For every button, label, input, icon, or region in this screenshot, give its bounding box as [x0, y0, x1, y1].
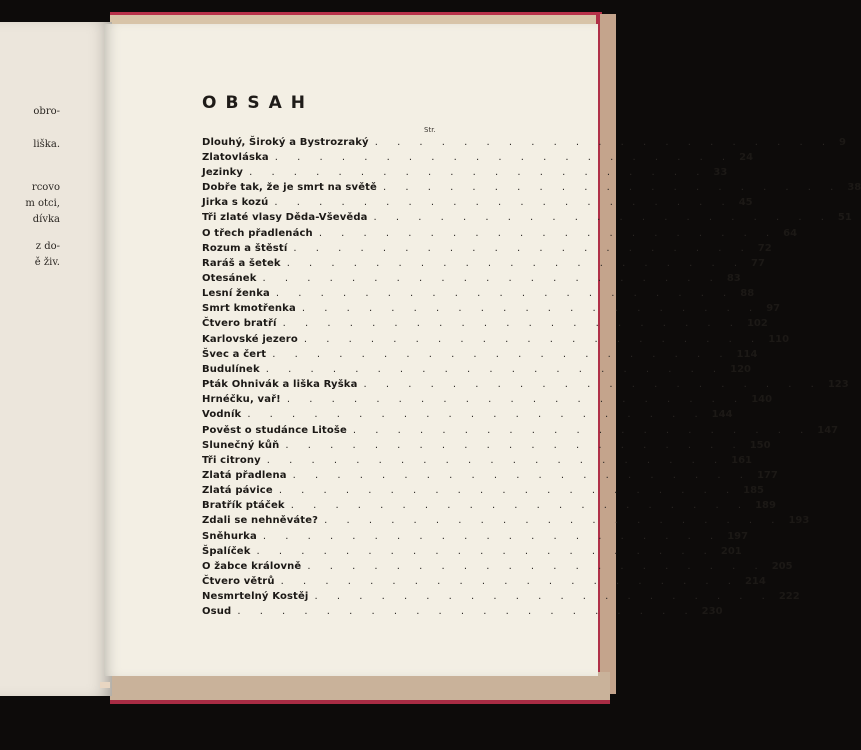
toc-leader-dots: . . . . . . . . . . . . . . . . . . . . .: [247, 409, 706, 421]
toc-entry-page-number: 102: [746, 318, 768, 330]
toc-leader-dots: . . . . . . . . . . . . . . . . . . . . .: [275, 288, 735, 300]
toc-leader-dots: . . . . . . . . . . . . . . . . . . . . .: [303, 333, 763, 345]
toc-entry-page-number: 177: [756, 470, 778, 482]
toc-entry-page-number: 193: [788, 515, 810, 527]
toc-leader-dots: . . . . . . . . . . . . . . . . . . . . .: [265, 363, 725, 375]
toc-entry-title: O třech přadlenách: [202, 227, 313, 239]
left-page: [0, 22, 112, 696]
toc-entry: [202, 362, 751, 377]
toc-entry-page-number: 197: [727, 530, 749, 542]
toc-leader-dots: . . . . . . . . . . . . . . . . . . . . .: [285, 439, 744, 451]
toc-entry-page-number: 140: [751, 394, 773, 406]
toc-entry: [202, 453, 752, 468]
page-title: OBSAH: [202, 93, 315, 113]
toc-entry-title: Nesmrtelný Kostěj: [202, 591, 309, 603]
toc-leader-dots: . . . . . . . . . . . . . . . . . . . . .: [307, 560, 766, 572]
toc-entry-page-number: 110: [768, 333, 790, 345]
toc-leader-dots: . . . . . . . . . . . . . . . . . . . . .: [280, 576, 739, 588]
toc-entry-title: Bratřík ptáček: [202, 500, 285, 512]
toc-entry: [202, 180, 861, 195]
toc-entry-title: Osud: [202, 606, 232, 618]
toc-entry-title: O žabce královně: [202, 560, 302, 572]
book-cover-bottom-edge: [110, 672, 610, 704]
toc-leader-dots: . . . . . . . . . . . . . . . . . . . . .: [256, 545, 715, 557]
toc-entry: [202, 241, 772, 256]
page-edge-mark: [100, 682, 110, 688]
toc-leader-dots: . . . . . . . . . . . . . . . . . . . . .: [262, 530, 722, 542]
left-page-text-fragment: ě živ.: [34, 257, 60, 268]
toc-entry-title: Karlovské jezero: [202, 333, 298, 345]
toc-entry-title: Rozum a štěstí: [202, 242, 288, 254]
toc-entry-page-number: 205: [771, 560, 793, 572]
toc-leader-dots: . . . . . . . . . . . . . . . . . . . . .: [374, 136, 834, 148]
toc-leader-dots: . . . . . . . . . . . . . . . . . . . . .: [278, 485, 738, 497]
left-page-text-fragment: z do-: [35, 241, 60, 252]
toc-entry-title: Pověst o studánce Litoše: [202, 424, 347, 436]
toc-leader-dots: . . . . . . . . . . . . . . . . . . . . .: [373, 212, 832, 224]
toc-entry-page-number: 51: [837, 212, 852, 224]
toc-entry-title: Sněhurka: [202, 530, 257, 542]
toc-entry: [202, 499, 776, 514]
toc-entry: [202, 317, 768, 332]
toc-entry: [202, 165, 728, 180]
toc-entry-title: Pták Ohnivák a liška Ryška: [202, 379, 358, 391]
toc-entry-page-number: 230: [701, 606, 723, 618]
toc-entry: [202, 575, 766, 590]
toc-entry-page-number: 114: [736, 348, 758, 360]
toc-leader-dots: . . . . . . . . . . . . . . . . . . . . .: [383, 182, 842, 194]
toc-entry-page-number: 33: [713, 166, 728, 178]
left-page-text-fragment: obro-: [33, 106, 60, 117]
toc-entry-title: Dobře tak, že je smrt na světě: [202, 182, 377, 194]
left-page-text-fragment: m otci,: [25, 198, 60, 209]
toc-entry-title: Budulínek: [202, 363, 260, 375]
toc-entry: [202, 393, 773, 408]
toc-entry-title: Zlatá pávice: [202, 485, 273, 497]
toc-leader-dots: . . . . . . . . . . . . . . . . . . . . .: [292, 470, 751, 482]
toc-entry-page-number: 38: [847, 182, 861, 194]
toc-entry-page-number: 83: [726, 272, 741, 284]
page-column-label: Str.: [424, 126, 436, 134]
toc-entry: [202, 135, 847, 150]
toc-entry-title: Hrnéčku, vař!: [202, 394, 281, 406]
contents-page: [104, 24, 861, 676]
toc-entry-title: Zlatá přadlena: [202, 470, 287, 482]
toc-entry-page-number: 88: [740, 288, 755, 300]
toc-entry-title: Vodník: [202, 409, 242, 421]
toc-entry-title: Dlouhý, Široký a Bystrozraký: [202, 136, 369, 148]
toc-entry-title: Zdali se nehněváte?: [202, 515, 319, 527]
toc-entry-title: Jirka s kozú: [202, 197, 269, 209]
left-page-text-fragment: rcovo: [31, 182, 60, 193]
toc-entry-title: Tři zlaté vlasy Děda-Vševěda: [202, 212, 368, 224]
toc-entry: [202, 211, 852, 226]
toc-entry: [202, 468, 778, 483]
toc-entry-title: Otesánek: [202, 272, 257, 284]
toc-entry: [202, 196, 753, 211]
toc-entry: [202, 302, 781, 317]
toc-entry-page-number: 77: [751, 257, 765, 269]
toc-entry-title: Slunečný kůň: [202, 439, 280, 451]
toc-leader-dots: . . . . . . . . . . . . . . . . . . . . .: [274, 151, 734, 163]
toc-entry: [202, 590, 800, 605]
toc-leader-dots: . . . . . . . . . . . . . . . . . . . . .: [282, 318, 741, 330]
left-page-text-fragment: dívka: [32, 214, 60, 225]
toc-entry: [202, 226, 798, 241]
toc-entry-title: Čtvero větrů: [202, 576, 275, 588]
toc-entry: [202, 484, 765, 499]
left-page-text-fragment: liška.: [33, 139, 60, 150]
toc-entry-page-number: 64: [783, 227, 798, 239]
toc-leader-dots: . . . . . . . . . . . . . . . . . . . . .: [363, 379, 822, 391]
toc-leader-dots: . . . . . . . . . . . . . . . . . . . . .: [272, 348, 731, 360]
toc-entry: [202, 271, 741, 286]
toc-entry: [202, 605, 723, 620]
toc-leader-dots: . . . . . . . . . . . . . . . . . . . . .: [249, 166, 708, 178]
toc-entry: [202, 423, 839, 438]
toc-entry-title: Čtvero bratří: [202, 318, 277, 330]
toc-entry-title: Švec a čert: [202, 348, 267, 360]
toc-leader-dots: . . . . . . . . . . . . . . . . . . . . .: [293, 242, 752, 254]
toc-entry-page-number: 24: [739, 151, 754, 163]
toc-entry-page-number: 185: [743, 485, 765, 497]
toc-entry-page-number: 72: [757, 242, 772, 254]
toc-entry-page-number: 123: [827, 379, 849, 391]
toc-entry-title: Zlatovláska: [202, 151, 269, 163]
toc-leader-dots: . . . . . . . . . . . . . . . . . . . . .: [352, 424, 812, 436]
toc-entry-title: Špalíček: [202, 545, 251, 557]
toc-entry: [202, 347, 758, 362]
toc-leader-dots: . . . . . . . . . . . . . . . . . . . . .: [290, 500, 750, 512]
toc-entry-page-number: 144: [711, 409, 733, 421]
toc-entry-page-number: 222: [778, 591, 800, 603]
toc-leader-dots: . . . . . . . . . . . . . . . . . . . . .: [318, 227, 778, 239]
toc-leader-dots: . . . . . . . . . . . . . . . . . . . . .: [266, 454, 726, 466]
toc-leader-dots: . . . . . . . . . . . . . . . . . . . . .: [324, 515, 783, 527]
toc-leader-dots: . . . . . . . . . . . . . . . . . . . . .: [286, 257, 746, 269]
toc-entry-page-number: 9: [839, 136, 847, 148]
toc-entry: [202, 438, 771, 453]
toc-entry-page-number: 97: [766, 303, 781, 315]
toc-entry-title: Raráš a šetek: [202, 257, 281, 269]
toc-entry-title: Smrt kmotřenka: [202, 303, 296, 315]
toc-entry: [202, 514, 810, 529]
toc-leader-dots: . . . . . . . . . . . . . . . . . . . . .: [262, 272, 721, 284]
toc-entry-title: Lesní ženka: [202, 288, 270, 300]
toc-leader-dots: . . . . . . . . . . . . . . . . . . . . .: [286, 394, 746, 406]
toc-entry-page-number: 120: [730, 363, 751, 375]
toc-entry: [202, 287, 755, 302]
toc-entry: [202, 559, 793, 574]
toc-entry: [202, 529, 749, 544]
toc-entry-page-number: 45: [738, 197, 753, 209]
table-of-contents: [202, 135, 861, 620]
toc-entry: [202, 544, 742, 559]
toc-entry-page-number: 189: [755, 500, 776, 512]
toc-leader-dots: . . . . . . . . . . . . . . . . . . . . .: [237, 606, 696, 618]
toc-entry-page-number: 147: [817, 424, 839, 436]
toc-leader-dots: . . . . . . . . . . . . . . . . . . . . .: [301, 303, 761, 315]
toc-leader-dots: . . . . . . . . . . . . . . . . . . . . .: [274, 197, 733, 209]
toc-entry-page-number: 150: [749, 439, 771, 451]
toc-entry-title: Jezinky: [202, 166, 244, 178]
toc-entry: [202, 150, 754, 165]
toc-entry: [202, 378, 849, 393]
toc-entry-page-number: 214: [744, 576, 766, 588]
toc-entry-title: Tři citrony: [202, 454, 261, 466]
toc-leader-dots: . . . . . . . . . . . . . . . . . . . . .: [314, 591, 773, 603]
toc-entry: [202, 332, 790, 347]
toc-entry-page-number: 201: [720, 545, 742, 557]
toc-entry: [202, 256, 765, 271]
toc-entry: [202, 408, 733, 423]
toc-entry-page-number: 161: [731, 454, 752, 466]
